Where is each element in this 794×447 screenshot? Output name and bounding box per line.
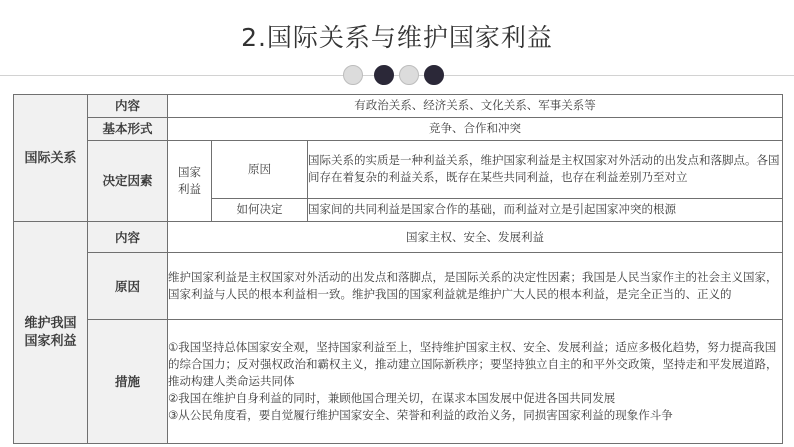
how-label: 如何决定 <box>212 198 308 222</box>
table-row <box>14 319 783 443</box>
dot-dark-2 <box>424 65 444 85</box>
row-label-content: 内容 <box>88 95 168 118</box>
table-row <box>14 222 783 253</box>
form-value: 竞争、合作和冲突 <box>168 117 783 140</box>
dot-light-2 <box>399 65 419 85</box>
title-divider <box>0 75 794 76</box>
knowledge-table <box>13 94 783 444</box>
measure-item-2: ②我国在维护自身利益的同时，兼顾他国合理关切，在谋求本国发展中促进各国共同发展 <box>168 390 616 405</box>
reason-value-intl: 国际关系的实质是一种利益关系，维护国家利益是主权国家对外活动的出发点和落脚点。各国间存在着复杂的利益关系，既存在某些共同利益，也存在利益差别乃至对立 <box>308 140 783 198</box>
row-label-reason-2: 原因 <box>88 253 168 319</box>
page-title: 2.国际关系与维护国家利益 <box>241 23 553 52</box>
table-row <box>14 253 783 319</box>
national-interest-line1: 国家 <box>178 164 201 179</box>
table-row <box>14 117 783 140</box>
factor-label-text: 决定因素 <box>102 173 153 189</box>
reason-label-intl: 原因 <box>212 140 308 198</box>
content-value-2: 国家主权、安全、发展利益 <box>168 222 783 253</box>
group-label-defend <box>14 222 88 444</box>
table-row <box>14 140 783 198</box>
measure-item-1: ①我国坚持总体国家安全观，坚持国家利益至上，坚持维护国家主权、安全、发展利益；适应多极化趋势，努力提高我国的综合国力；反对强权政治和霸权主义，推动建立国际新秩序；要坚持独立自主的和平外交政策，坚持走和平发展道路，推动构建人类命运共同体 <box>168 339 778 388</box>
dot-light-1 <box>343 65 363 85</box>
defend-label-text: 维护我国国家利益 <box>24 315 77 349</box>
national-interest-line2: 利益 <box>178 181 201 196</box>
row-label-factor <box>88 140 168 222</box>
measures-value <box>168 319 783 443</box>
national-interest-label <box>178 164 201 198</box>
group-label-intl: 国际关系 <box>14 95 88 222</box>
table-row <box>14 95 783 118</box>
content-value: 有政治关系、经济关系、文化关系、军事关系等 <box>168 95 783 118</box>
row-label-measures: 措施 <box>88 319 168 443</box>
how-value: 国家间的共同利益是国家合作的基础，而利益对立是引起国家冲突的根源 <box>308 198 783 222</box>
dot-dark-1 <box>374 65 394 85</box>
reason-value-2: 维护国家利益是主权国家对外活动的出发点和落脚点，是国际关系的决定性因素；我国是人民当家作主的社会主义国家，国家利益与人民的根本利益相一致。维护我国的国家利益就是维护广大人民的根本利益，是完全正当的、正义的 <box>168 253 783 319</box>
row-label-form: 基本形式 <box>88 117 168 140</box>
national-interest-cell <box>168 140 212 222</box>
measure-item-3: ③从公民角度看，要自觉履行维护国家安全、荣誉和利益的政治义务，同损害国家利益的现象作斗争 <box>168 407 673 422</box>
row-label-content-2: 内容 <box>88 222 168 253</box>
